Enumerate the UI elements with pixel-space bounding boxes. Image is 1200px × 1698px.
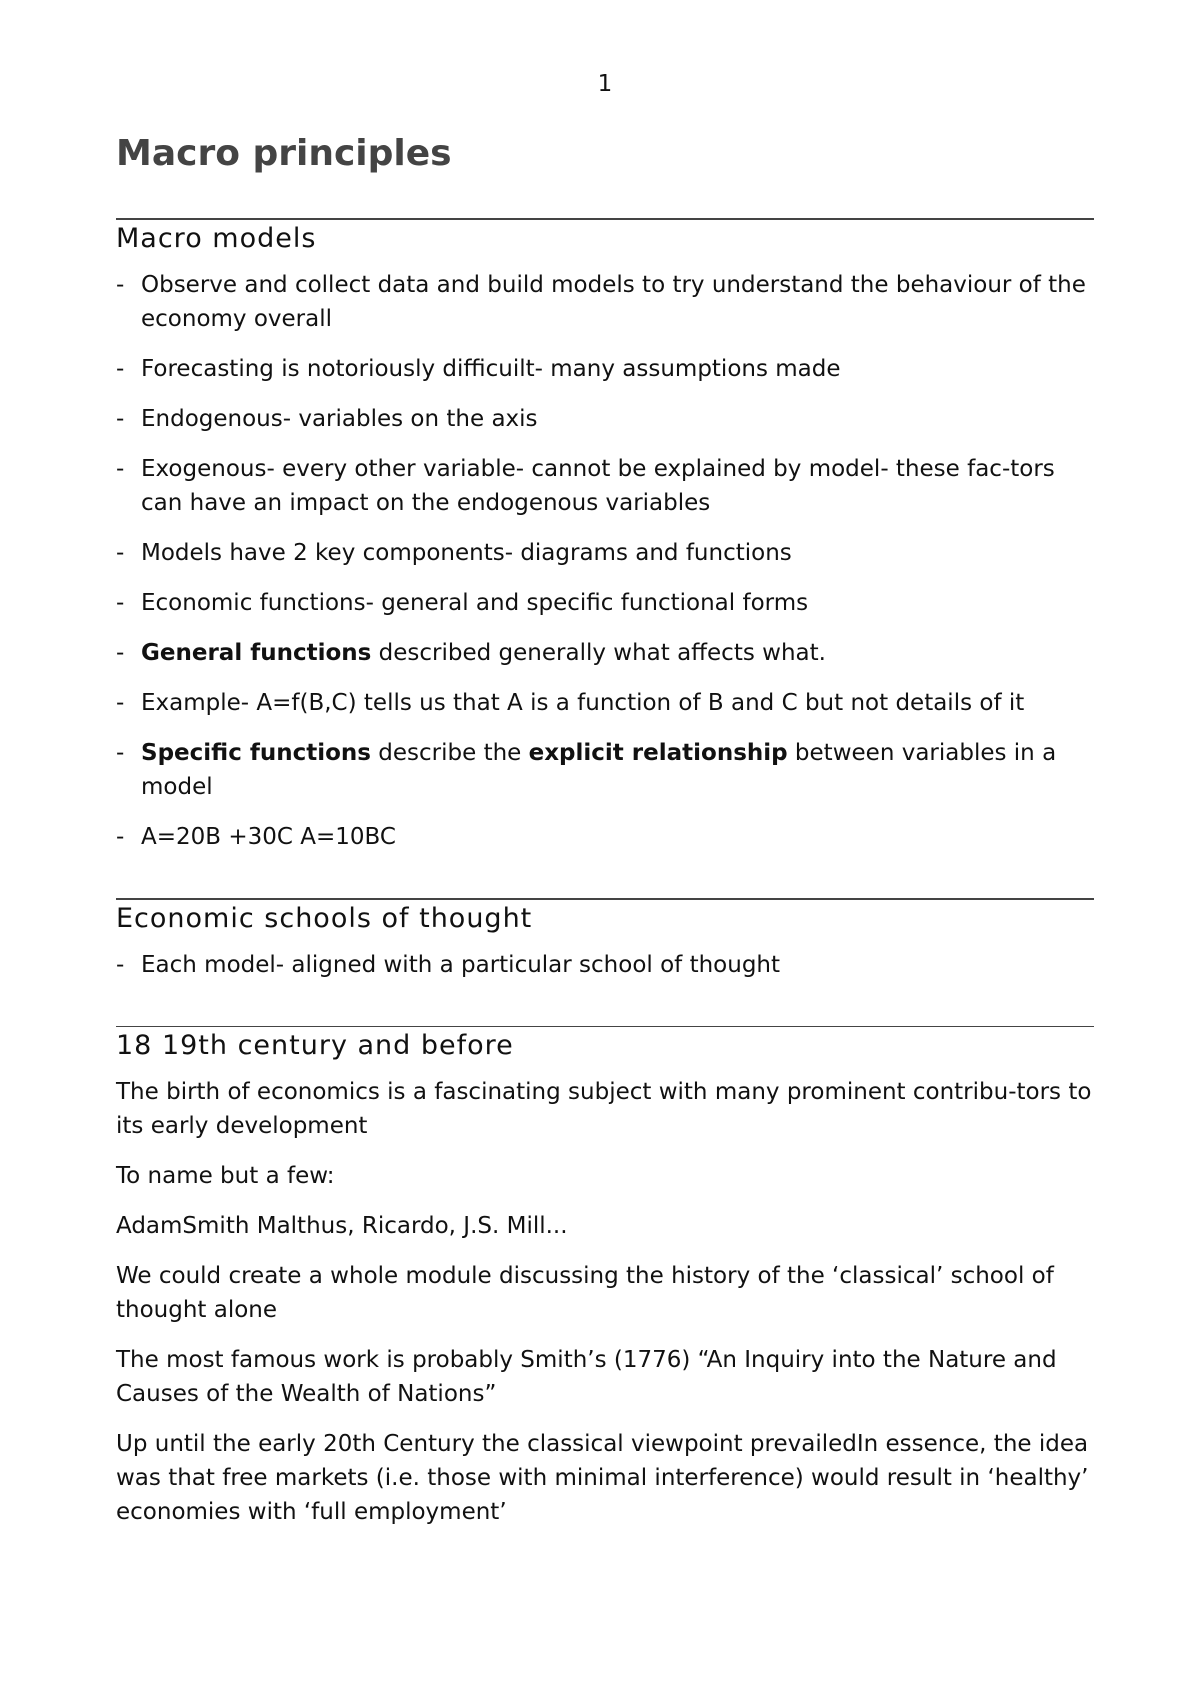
bullet-text: between variables in a model (141, 740, 1057, 800)
bullet-text: Models have 2 key components- diagrams and functions (141, 540, 792, 566)
list-item (116, 452, 1094, 520)
paragraph: The most famous work is probably Smith’s (1776) “An Inquiry into the Nature and Causes of the Wealth of Nations” (116, 1347, 1057, 1407)
bullet-text: Economic functions- general and specific functional forms (141, 590, 809, 616)
bold-term: explicit relationship (528, 740, 788, 766)
bullet-text: Example- A=f(B,C) tells us that A is a function of B and C but not details of it (141, 690, 1025, 716)
paragraph: AdamSmith Malthus, Ricardo, J.S. Mill... (116, 1213, 568, 1239)
list-item (116, 402, 1094, 436)
section-heading: 18 19th century and before (116, 1030, 514, 1061)
list-item (116, 536, 1094, 570)
document-page (116, 0, 1094, 1698)
document-title: Macro principles (116, 133, 452, 174)
paragraph: To name but a few: (116, 1163, 335, 1189)
bold-term: General functions (141, 640, 372, 666)
list-item (116, 268, 1094, 336)
bullet-dash: - (116, 952, 125, 978)
bullet-dash: - (116, 640, 125, 666)
list-item (116, 820, 1094, 854)
bullet-dash: - (116, 540, 125, 566)
bullet-text: Observe and collect data and build models to try understand the behaviour of the economy overall (141, 272, 1086, 332)
bullet-text: A=20B +30C A=10BC (141, 824, 396, 850)
paragraph: The birth of economics is a fascinating subject with many prominent contribu-tors to its early development (116, 1079, 1092, 1139)
bold-term: Specific functions (141, 740, 371, 766)
bullet-dash: - (116, 690, 125, 716)
paragraph: Up until the early 20th Century the classical viewpoint prevailedIn essence, the idea was that free markets (i.e. those with minimal interference) would result in ‘healthy’ economies with ‘full employment’ (116, 1431, 1089, 1525)
list-item (116, 636, 1094, 670)
bullet-dash: - (116, 272, 125, 298)
section-heading: Macro models (116, 223, 317, 254)
paragraph: We could create a whole module discussing the history of the ‘classical’ school of thought alone (116, 1263, 1054, 1323)
bullet-text: Forecasting is notoriously difficuilt- many assumptions made (141, 356, 841, 382)
page-number: 1 (597, 71, 613, 97)
bullet-text: Exogenous- every other variable- cannot be explained by model- these fac-tors can have an impact on the endogenous variables (141, 456, 1055, 516)
list-item (116, 352, 1094, 386)
bullet-text: describe the (370, 740, 529, 766)
bullet-dash: - (116, 740, 125, 766)
list-item (116, 736, 1094, 804)
bullet-dash: - (116, 406, 125, 432)
bullet-dash: - (116, 456, 125, 482)
bullet-text: described generally what affects what. (371, 640, 826, 666)
list-item (116, 686, 1094, 720)
bullet-list (116, 948, 1094, 982)
bullet-dash: - (116, 824, 125, 850)
section-schools-of-thought (116, 898, 1094, 998)
bullet-dash: - (116, 590, 125, 616)
bullet-text: Endogenous- variables on the axis (141, 406, 538, 432)
list-item (116, 586, 1094, 620)
section-heading: Economic schools of thought (116, 903, 533, 934)
bullet-list (116, 268, 1094, 854)
list-item (116, 948, 1094, 982)
section-macro-models (116, 218, 1094, 870)
section-history (116, 1026, 1094, 1545)
paragraph-group (116, 1075, 1094, 1529)
bullet-text: Each model- aligned with a particular school of thought (141, 952, 781, 978)
bullet-dash: - (116, 356, 125, 382)
